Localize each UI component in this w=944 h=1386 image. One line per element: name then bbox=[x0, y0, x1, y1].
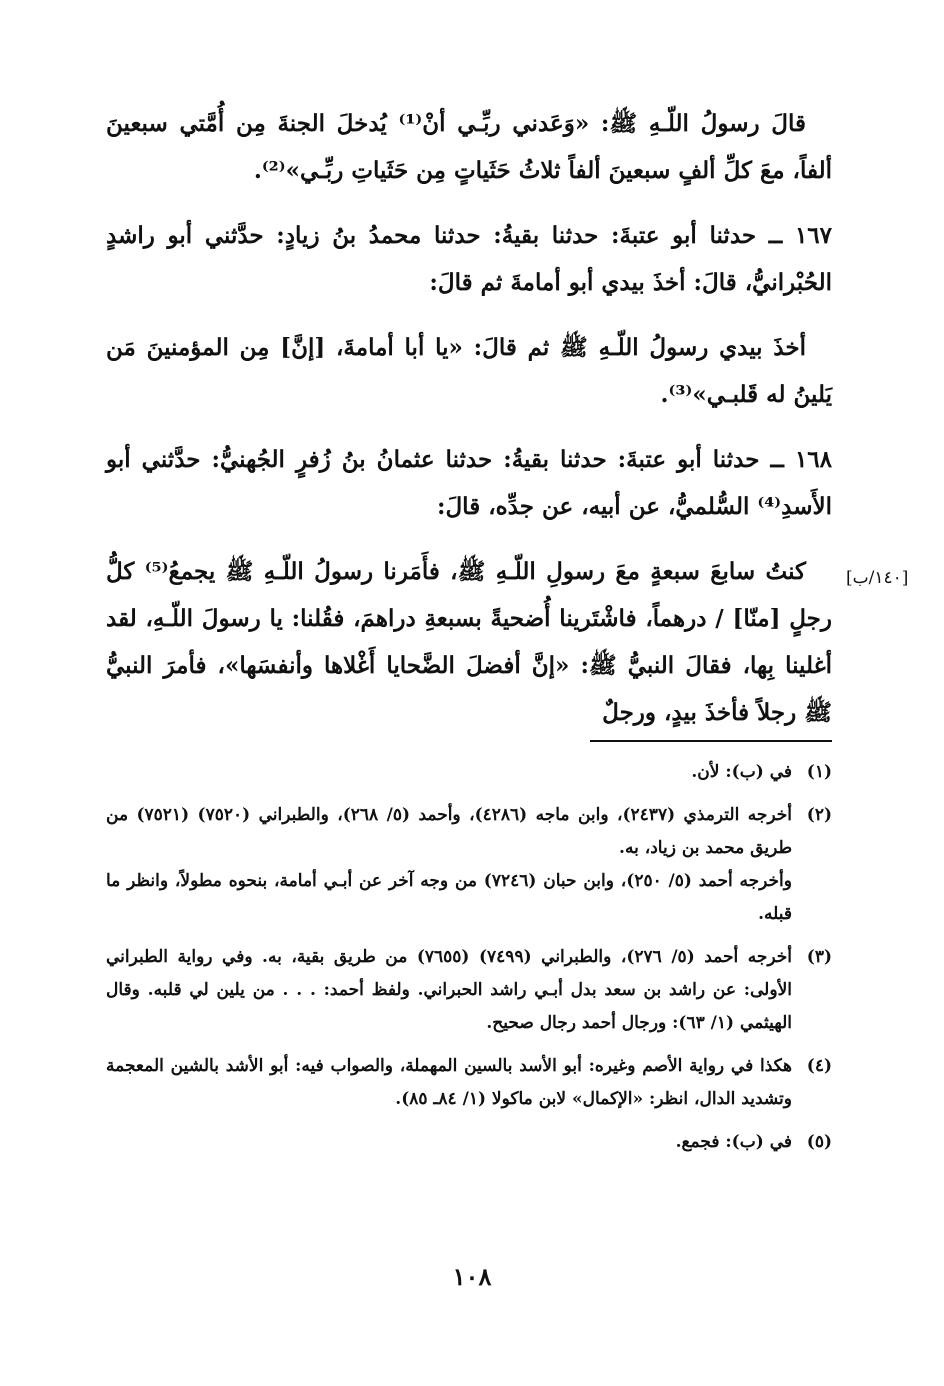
footnote-divider bbox=[590, 740, 832, 742]
footnote-line: في (ب): لأن. bbox=[691, 762, 792, 782]
footnote-4 bbox=[106, 1050, 832, 1116]
main-text-block bbox=[106, 100, 832, 754]
footnote-line: أخرجه أحمد (٥/ ٢٧٦)، والطبراني (٧٤٩٩) (٧٦٥٥) من طريق بقية، به. وفي رواية الطبراني الأولى: عن راشد بن سعد بدل أبـي راشد الحبراني. ولفظ أحمد: . . . من يلين لي قلبه. وقال الهيثمي (١/ ٦٣): ورجال أحمد رجال صحيح. bbox=[106, 947, 792, 1033]
footnote-line: هكذا في رواية الأصم وغيره: أبو الأسد بالسين المهملة، والصواب فيه: أبو الأشد بالشين المعجمة وتشديد الدال، انظر: «الإكمال» لابن ماكولا (١/ ٨٤ـ ٨٥). bbox=[106, 1056, 792, 1109]
footnote-body bbox=[106, 799, 792, 931]
hadith-167-isnad: ١٦٧ ــ حدثنا أبو عتبةَ: حدثنا بقيةُ: حدثنا محمدُ بنُ زيادٍ: حدَّثني أبو راشدٍ الحُبْرانيُّ، قالَ: أخذَ بيدي أبو أمامةَ ثم قالَ: bbox=[106, 222, 832, 296]
manuscript-folio-marker: [١٤٠/ب] bbox=[846, 568, 909, 588]
hadith-168-text: كنتُ سابعَ سبعةٍ معَ رسولِ اللّـهِ ﷺ، فأَمَرنا رسولُ اللّـهِ ﷺ يجمعُ⁽⁵⁾ كلُّ رجلٍ [منّا] / درهماً، فاشْتَرينا أُضحيةً بسبعةِ دراهمَ، فقُلنا: يا رسولَ اللّـهِ، لقد أغلينا بِها، فقالَ النبيُّ ﷺ: «إنَّ أفضلَ الضَّحايا أَغْلاها وأنفسَها»، فأمرَ النبيُّ ﷺ رجلاً فأخذَ بيدٍ، ورجلٌ bbox=[106, 558, 832, 726]
footnote-number: (١) bbox=[806, 762, 832, 782]
footnote-3 bbox=[106, 941, 832, 1040]
footnote-body bbox=[106, 1050, 792, 1116]
footnote-2 bbox=[106, 799, 832, 931]
hadith-168-isnad: ١٦٨ ــ حدثنا أبو عتبةَ: حدثنا بقيةُ: حدثنا عثمانُ بنُ زُفرٍ الجُهنيُّ: حدَّثني أبو الأَسدِ⁽⁴⁾ السُّلميُّ، عن أبيه، عن جدِّه، قالَ: bbox=[106, 446, 832, 520]
hadith-166-text: قالَ رسولُ اللّـهِ ﷺ: «وَعَدني ربِّـي أنْ⁽¹⁾ يُدخلَ الجنةَ مِن أُمَّتي سبعينَ ألفاً، معَ كلِّ ألفٍ سبعينَ ألفاً ثلاثُ حَثَياتٍ مِن حَثَياتِ ربِّـي»⁽²⁾. bbox=[106, 110, 832, 184]
footnote-number: (٢) bbox=[806, 805, 832, 825]
page-number: ١٠٨ bbox=[452, 1262, 492, 1291]
footnote-line: وأخرجه أحمد (٥/ ٢٥٠)، وابن حبان (٧٢٤٦) من وجه آخر عن أبـي أمامة، بنحوه مطولاً، وانظر ما قبله. bbox=[106, 871, 792, 924]
hadith-167-text: أخذَ بيدي رسولُ اللّـهِ ﷺ ثم قالَ: «يا أبا أمامةَ، [إنَّ] مِن المؤمنينَ مَن يَلينُ له قَلبـي»⁽³⁾. bbox=[106, 334, 832, 408]
footnote-body bbox=[106, 756, 792, 789]
footnote-line: في (ب): فجمع. bbox=[675, 1132, 792, 1152]
footnote-number: (٣) bbox=[806, 947, 832, 967]
footnote-body bbox=[106, 941, 792, 1040]
footnote-1 bbox=[106, 756, 832, 789]
footnote-5 bbox=[106, 1126, 832, 1159]
footnote-line: أخرجه الترمذي (٢٤٣٧)، وابن ماجه (٤٢٨٦)، وأحمد (٥/ ٢٦٨)، والطبراني (٧٥٢٠) (٧٥٢١) من طريق محمد بن زياد، به. bbox=[106, 805, 792, 858]
footnotes-block bbox=[106, 756, 832, 1169]
footnote-number: (٤) bbox=[806, 1056, 832, 1076]
footnote-number: (٥) bbox=[806, 1132, 832, 1152]
footnote-body bbox=[106, 1126, 792, 1159]
